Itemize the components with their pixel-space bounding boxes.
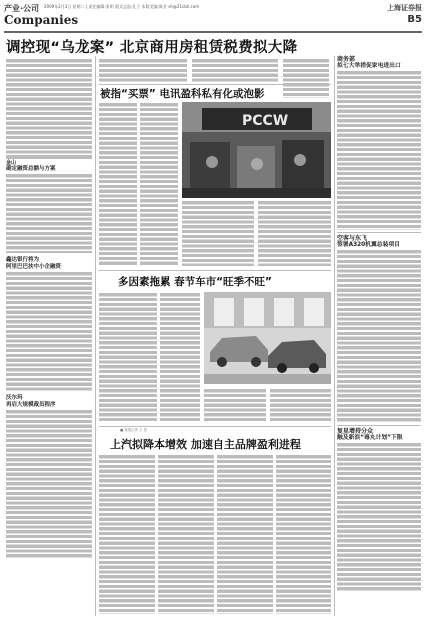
feature-article-col (182, 200, 254, 266)
sidebar-story-1 (6, 160, 92, 253)
car-market-headline: 多因素拖累 春节车市“旺季不旺” (118, 276, 272, 288)
sidebar-story-body (6, 173, 92, 253)
feature-article-col (140, 102, 178, 266)
car-article-col (270, 388, 331, 422)
sidebar-story-body (6, 409, 92, 559)
saic-article-col (158, 454, 214, 614)
column-divider (95, 56, 96, 616)
sidebar-story-subtitle: 阿里巴巴扶中小企融资 (6, 264, 62, 270)
left-sidebar (6, 160, 92, 559)
page-number: B5 (407, 14, 422, 25)
saic-headline: 上汽拟降本增效 加速自主品牌盈利进程 (110, 438, 301, 451)
pccw-photo (182, 102, 331, 198)
column-divider (334, 56, 335, 616)
main-headline: 调控现“乌龙案” 北京商用房租赁税费拟大降 (6, 40, 298, 56)
right-story-1 (337, 56, 421, 230)
car-article-col (160, 292, 200, 422)
sidebar-story-3 (6, 395, 92, 559)
sidebar-story-2 (6, 257, 92, 391)
car-showroom-photo (204, 292, 331, 384)
lead-article-col-3 (192, 58, 278, 82)
lead-article-col-1 (6, 58, 92, 158)
right-story-title: 商务部 (337, 56, 356, 63)
right-column (337, 56, 421, 592)
right-story-title: 空客与东飞 (337, 235, 368, 242)
right-story-2 (337, 235, 421, 423)
saic-article-col (217, 454, 273, 614)
car-showroom-image (204, 292, 331, 384)
car-article-col (99, 292, 157, 422)
right-story-body (337, 70, 421, 230)
sidebar-story-title: 沃尔玛 (6, 395, 23, 401)
section-title-en: Companies (4, 13, 79, 27)
right-story-3 (337, 428, 421, 592)
right-story-title: 复星增持分众 (337, 428, 374, 435)
feature-article-col (99, 102, 137, 266)
pccw-photo-image (182, 102, 331, 198)
section-name: 产业·公司 (4, 4, 40, 13)
newspaper-name: 上海证券报 (387, 3, 422, 12)
header-top-line (4, 3, 422, 13)
saic-article-col (276, 454, 331, 614)
page-header (4, 3, 422, 31)
right-story-body (337, 442, 421, 592)
feature-article-col (258, 200, 331, 266)
sidebar-story-subtitle: 确定融资总额与方案 (6, 166, 56, 172)
header-rule (4, 31, 422, 33)
issue-info: 2009年2月3日 星期二 | 责任编辑:张明 版式总监:孔子 本版美编:陈芳 sh@21cbh.com (44, 4, 200, 9)
car-article-col (204, 388, 266, 422)
sidebar-story-subtitle: 再启大规模裁员程序 (6, 402, 56, 408)
bottom-byline: ■ 我报记者 王 旻 (120, 428, 147, 432)
sidebar-story-body (6, 271, 92, 391)
right-story-subtitle: 签署A320机翼总装项目 (337, 242, 400, 248)
lead-article-col-2 (99, 58, 187, 82)
right-story-subtitle: 触及新浪“毒丸计划”下限 (337, 435, 403, 441)
pccw-sign: PCCW (242, 113, 289, 129)
feature-headline: 被指“买票” 电讯盈科私有化或泡影 (100, 88, 265, 100)
sidebar-story-title: 鑫达银行将为 (6, 257, 40, 263)
right-story-subtitle: 拟七大举措促家电进出口 (337, 63, 401, 69)
sidebar-story-title: 金山 (6, 160, 17, 166)
saic-article-col (99, 454, 155, 614)
right-story-body (337, 249, 421, 423)
